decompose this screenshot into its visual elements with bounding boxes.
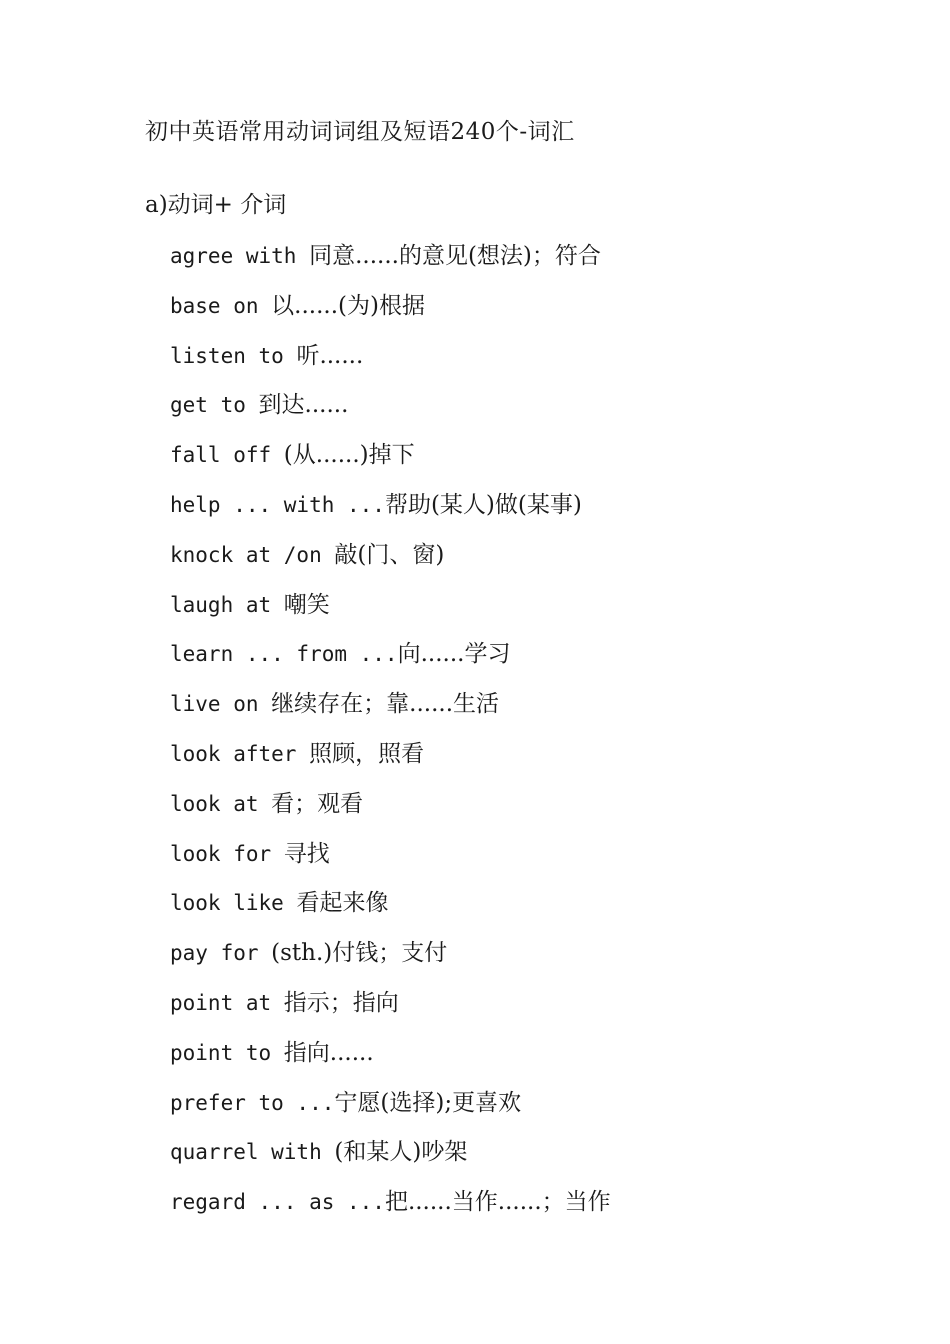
list-item: [170, 688, 611, 738]
phrase-english: pay for: [170, 941, 272, 966]
list-item: [170, 240, 611, 290]
phrase-english: knock at /on: [170, 542, 335, 567]
list-item: [170, 1186, 611, 1236]
list-item: [170, 340, 611, 390]
phrase-chinese: 以......(为)根据: [271, 292, 425, 319]
phrase-chinese: 嘲笑: [283, 591, 330, 618]
phrase-english: look like: [170, 891, 297, 916]
phrase-english: look for: [170, 841, 284, 866]
phrase-chinese: (和某人)吵架: [334, 1139, 468, 1166]
phrase-chinese: 看；观看: [271, 790, 364, 817]
phrase-english: regard ... as ...: [170, 1190, 385, 1215]
list-item: [170, 987, 611, 1037]
list-item: [170, 738, 611, 788]
list-item: [170, 887, 611, 937]
phrase-english: point at: [170, 990, 284, 1015]
phrase-chinese: 同意......的意见(想法)；符合: [309, 243, 601, 269]
phrase-english: laugh at: [170, 592, 284, 617]
phrase-chinese: 指向......: [283, 1039, 374, 1066]
phrase-chinese: 寻找: [283, 840, 330, 867]
phrase-chinese: 到达......: [258, 392, 349, 419]
phrase-chinese: (sth.)付钱；支付: [271, 940, 448, 967]
phrase-english: look after: [170, 741, 310, 766]
list-item: [170, 1087, 611, 1137]
list-item: [170, 439, 611, 489]
phrase-chinese: 看起来像: [296, 890, 389, 917]
phrase-chinese: 敲(门、窗): [334, 541, 445, 568]
document-title: 初中英语常用动词词组及短语240个-词汇: [145, 119, 575, 145]
phrase-english: help ... with ...: [170, 492, 385, 517]
phrase-english: listen to: [170, 343, 297, 368]
phrase-chinese: (从......)掉下: [283, 442, 415, 469]
phrase-chinese: 宁愿(选择);更喜欢: [334, 1089, 522, 1116]
phrase-chinese: 帮助(某人)做(某事): [384, 491, 582, 518]
phrase-english: prefer to ...: [170, 1090, 335, 1115]
phrase-english: base on: [170, 293, 272, 318]
phrase-english: live on: [170, 692, 272, 717]
phrase-chinese: 听......: [296, 342, 364, 369]
list-item: [170, 290, 611, 340]
list-item: [170, 937, 611, 987]
phrase-english: fall off: [170, 443, 284, 468]
list-item: [170, 589, 611, 639]
phrase-english: look at: [170, 791, 272, 816]
list-item: [170, 638, 611, 688]
list-item: [170, 788, 611, 838]
phrase-english: learn ... from ...: [170, 642, 398, 667]
list-item: [170, 539, 611, 589]
phrase-chinese: 继续存在；靠......生活: [271, 691, 500, 718]
phrase-chinese: 向......学习: [397, 641, 511, 668]
phrase-english: agree with: [170, 244, 310, 268]
phrase-chinese: 把......当作......；当作: [384, 1189, 611, 1216]
phrase-english: get to: [170, 393, 259, 418]
section-heading: a)动词+ 介词: [145, 192, 287, 218]
phrase-chinese: 指示；指向: [283, 989, 399, 1016]
list-item: [170, 1037, 611, 1087]
list-item: [170, 1136, 611, 1186]
list-item: [170, 838, 611, 888]
phrase-english: point to: [170, 1040, 284, 1065]
phrase-list: [170, 240, 611, 1236]
list-item: [170, 489, 611, 539]
phrase-english: quarrel with: [170, 1140, 335, 1165]
list-item: [170, 389, 611, 439]
phrase-chinese: 照顾，照看: [309, 740, 425, 767]
